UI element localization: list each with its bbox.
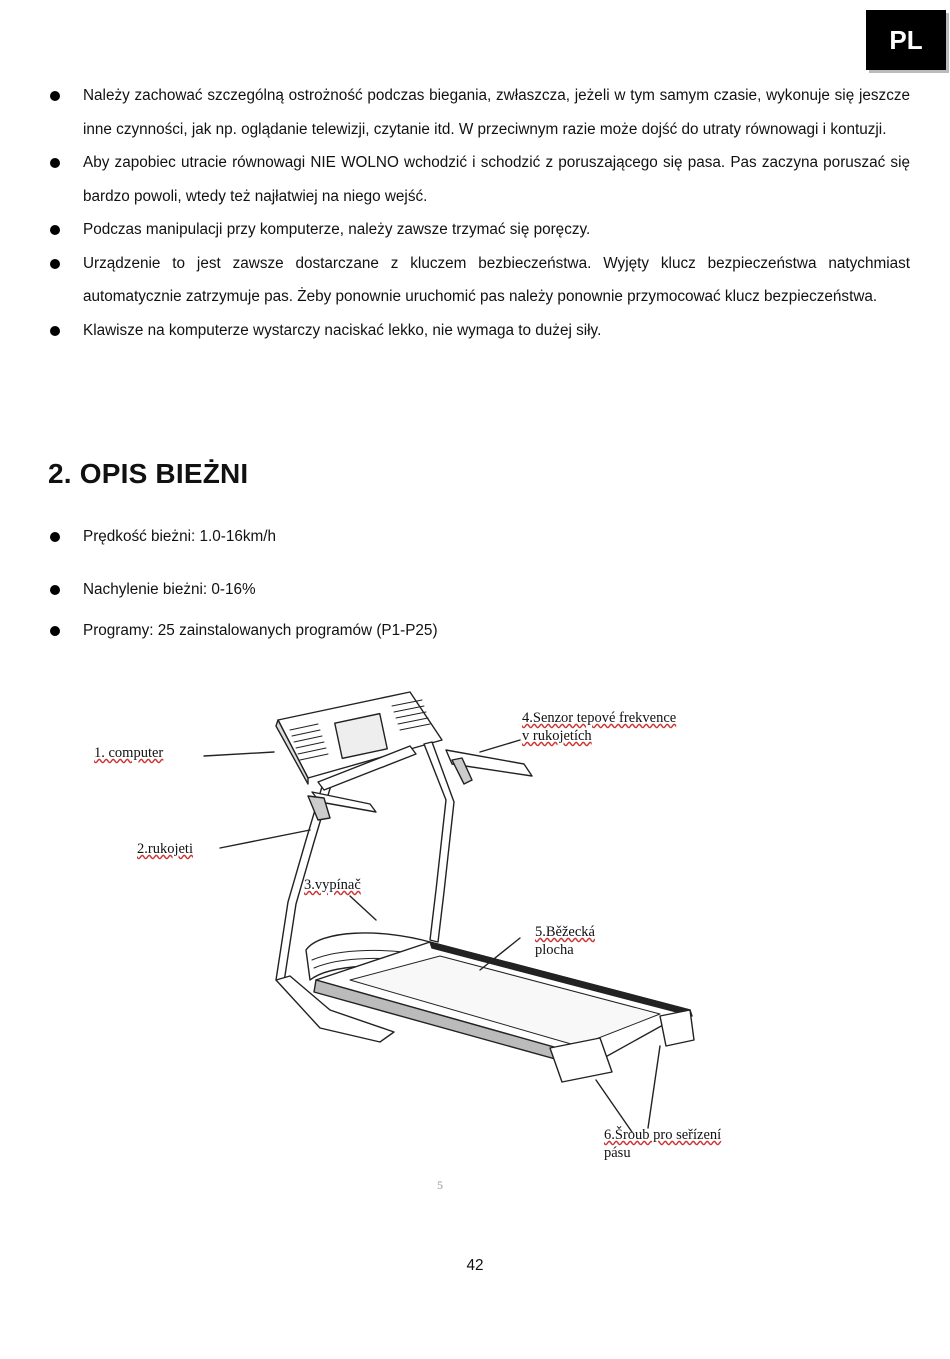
bullet-dot bbox=[50, 585, 60, 595]
spec-item-programs: Programy: 25 zainstalowanych programów (P1-P25) bbox=[48, 620, 910, 642]
spec-item-speed: Prędkość bieżni: 1.0-16km/h bbox=[48, 526, 910, 548]
bullet-dot bbox=[50, 91, 60, 101]
list-item: Należy zachować szczególną ostrożność podczas biegania, zwłaszcza, jeżeli w tym samym czasie, wykonuje się jeszcze inne czynności, jak np. oglądanie telewizji, czytanie itd. W przeciwnym razie może dojść do utraty równowagi i kontuzji. bbox=[48, 79, 910, 146]
safety-bullet-list bbox=[48, 79, 910, 347]
list-item: Urządzenie to jest zawsze dostarczane z kluczem bezbieczeństwa. Wyjęty klucz bezpieczeństwa natychmiast automatycznie zatrzymuje pas. Żeby ponownie uruchomić pas należy ponownie przymocować klucz bezpieczeństwa. bbox=[48, 247, 910, 314]
treadmill-illustration bbox=[80, 680, 800, 1200]
label-screw: 6.Šroub pro seřízení pásu bbox=[604, 1127, 722, 1161]
bullet-dot bbox=[50, 158, 60, 168]
section-title: 2. OPIS BIEŻNI bbox=[48, 458, 249, 489]
bullet-dot bbox=[50, 225, 60, 235]
list-item: Klawisze na komputerze wystarczy naciskać lekko, nie wymaga to dużej siły. bbox=[48, 314, 910, 348]
label-belt: 5.Běžecká plocha bbox=[535, 924, 595, 958]
bullet-dot bbox=[50, 259, 60, 269]
bullet-dot bbox=[50, 532, 60, 542]
treadmill-diagram bbox=[80, 680, 800, 1200]
label-switch: 3.vypínač bbox=[304, 877, 361, 893]
bullet-dot bbox=[50, 326, 60, 336]
bullet-dot bbox=[50, 626, 60, 636]
spec-item-incline: Nachylenie bieżni: 0-16% bbox=[48, 579, 910, 601]
label-handles: 2.rukojeti bbox=[137, 841, 193, 857]
language-badge: PL bbox=[866, 10, 946, 70]
list-item: Aby zapobiec utracie równowagi NIE WOLNO wchodzić i schodzić z poruszającego się pasa. Pas zaczyna poruszać się bardzo powoli, wtedy też najłatwiej na niego wejść. bbox=[48, 146, 910, 213]
list-item: Podczas manipulacji przy komputerze, należy zawsze trzymać się poręczy. bbox=[48, 213, 910, 247]
label-computer: 1. computer bbox=[94, 745, 164, 761]
figure-page-number: 5 bbox=[437, 1178, 443, 1192]
page-number: 42 bbox=[466, 1257, 484, 1274]
label-sensor: 4.Senzor tepové frekvence v rukojetích bbox=[522, 710, 677, 744]
